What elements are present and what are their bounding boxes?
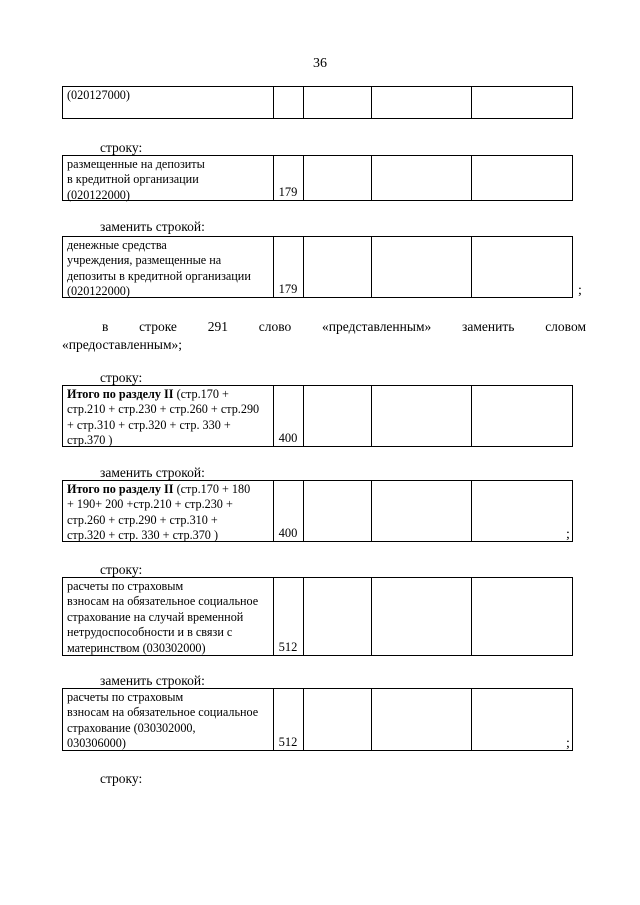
row-code: 512 [278, 640, 298, 654]
table-cell [371, 689, 372, 750]
table-row [62, 86, 573, 119]
row-desc-text: (стр.170 + стр.210 + стр.230 + стр.260 + стр.290 + стр.310 + стр.320 + стр. 330 + стр.370 ) [67, 387, 260, 448]
table-cell [273, 87, 274, 118]
paragraph-word: заменить [462, 319, 515, 334]
label-zamenit: заменить строкой: [100, 673, 205, 688]
label-stroku: строку: [100, 562, 143, 577]
table-row [62, 155, 573, 201]
table-cell [371, 578, 372, 655]
table-cell [471, 578, 472, 655]
row-description: расчеты по страховым взносам на обязательное социальное страхование (030302000, 030306000) [67, 690, 259, 751]
paragraph-line-1 [102, 318, 586, 336]
row-code: 512 [278, 735, 298, 749]
paragraph-word: слово [258, 319, 292, 334]
table-row [62, 577, 573, 656]
table-cell [303, 578, 304, 655]
table-cell [303, 237, 304, 297]
table-cell [303, 386, 304, 446]
label-stroku: строку: [100, 370, 143, 385]
paragraph-word: словом [545, 319, 586, 334]
table-row [62, 480, 573, 542]
row-desc-text: (стр.170 + 180 + 190+ 200 +стр.210 + стр.230 + стр.260 + стр.290 + стр.310 + стр.320 + стр. 330 + стр.370 ) [67, 482, 251, 543]
paragraph-word: строке [139, 319, 177, 334]
table-cell [371, 87, 372, 118]
semicolon: ; [566, 527, 570, 542]
label-stroku: строку: [100, 140, 143, 155]
table-cell [471, 87, 472, 118]
row-description [67, 387, 272, 449]
row-description: денежные средства учреждения, размещенные на депозиты в кредитной организации (020122000) [67, 238, 251, 299]
semicolon: ; [566, 736, 570, 751]
paragraph-line-2: «предоставленным»; [62, 337, 183, 352]
label-zamenit: заменить строкой: [100, 219, 205, 234]
semicolon: ; [578, 283, 582, 298]
table-row [62, 236, 573, 298]
table-cell [471, 689, 472, 750]
table-cell [471, 481, 472, 541]
row-description [67, 482, 272, 544]
row-description: размещенные на депозиты в кредитной организации (020122000) [67, 157, 205, 202]
row-code: 179 [278, 282, 298, 296]
table-cell [371, 237, 372, 297]
table-row [62, 688, 573, 751]
row-description: (020127000) [67, 88, 130, 102]
row-code: 400 [278, 526, 298, 540]
table-cell [371, 386, 372, 446]
row-bold-title: Итого по разделу II [67, 482, 174, 496]
row-description: расчеты по страховым взносам на обязательное социальное страхование на случай временной нетрудоспособности и в связи с материнством (030302000) [67, 579, 259, 655]
label-stroku: строку: [100, 771, 143, 786]
paragraph-word: «представленным» [322, 319, 432, 334]
table-cell [303, 689, 304, 750]
table-cell [303, 481, 304, 541]
table-row [62, 385, 573, 447]
table-cell [303, 87, 304, 118]
table-cell [471, 156, 472, 200]
table-cell [371, 481, 372, 541]
label-zamenit: заменить строкой: [100, 465, 205, 480]
paragraph-word: 291 [207, 319, 228, 334]
paragraph-word: в [102, 319, 109, 334]
table-cell [303, 156, 304, 200]
table-cell [471, 237, 472, 297]
row-code: 400 [278, 431, 298, 445]
table-cell [471, 386, 472, 446]
table-cell [371, 156, 372, 200]
row-bold-title: Итого по разделу II [67, 387, 174, 401]
page-number: 36 [313, 56, 327, 71]
row-code: 179 [278, 185, 298, 199]
